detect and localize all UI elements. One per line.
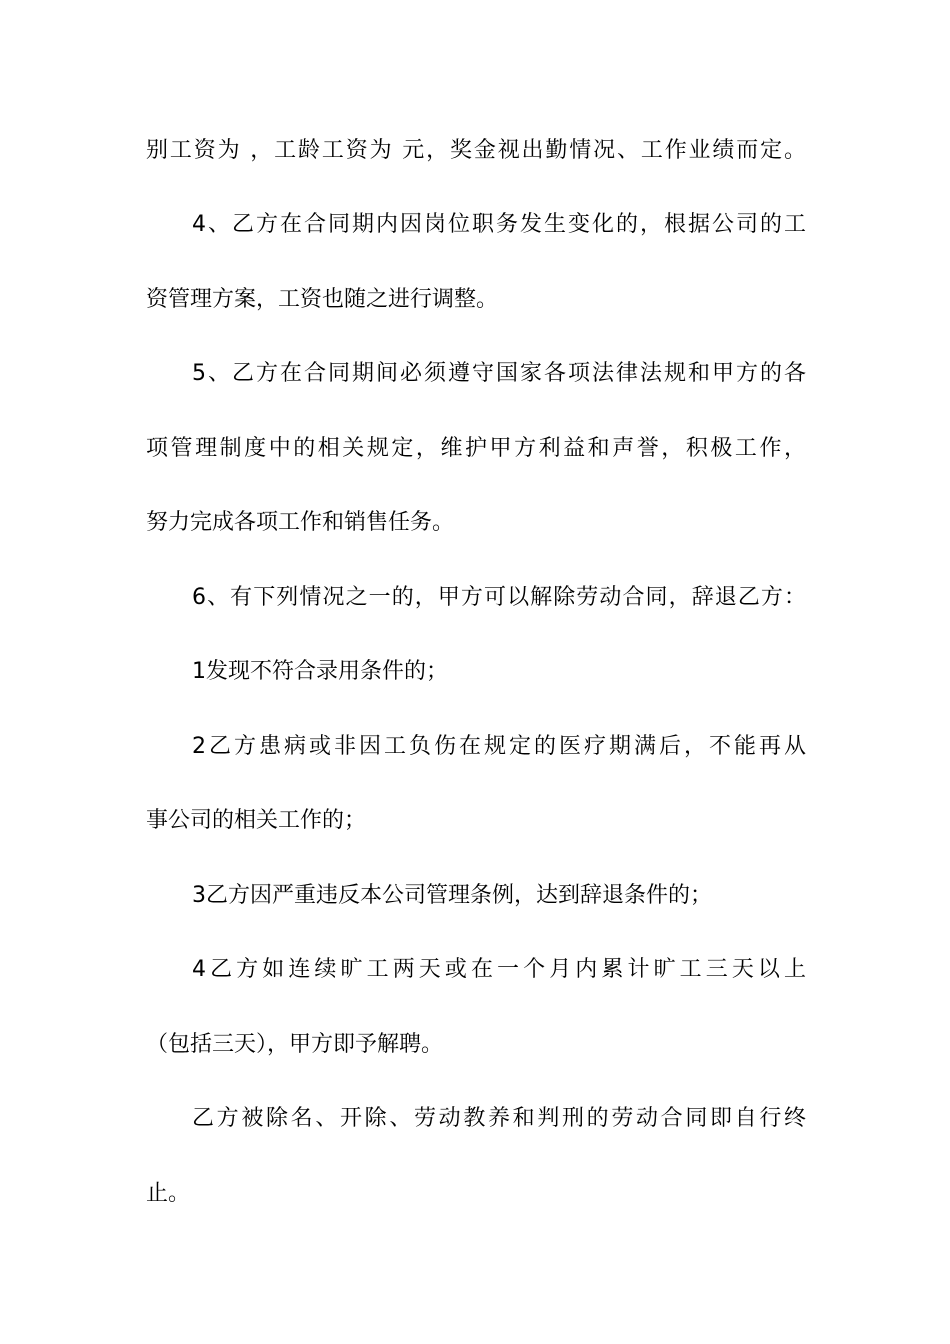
text-line-9: 2乙方患病或非因工负伤在规定的医疗期满后，不能再从 xyxy=(192,734,806,759)
text-line-1: 别工资为 ，工龄工资为 元，奖金视出勤情况、工作业绩而定。 xyxy=(146,138,806,163)
text-line-13: （包括三天），甲方即予解聘。 xyxy=(146,1032,444,1057)
text-line-11: 3乙方因严重违反本公司管理条例，达到辞退条件的； xyxy=(192,883,712,908)
text-line-14: 乙方被除名、开除、劳动教养和判刑的劳动合同即自行终 xyxy=(192,1106,806,1131)
text-line-6: 努力完成各项工作和销售任务。 xyxy=(146,510,455,535)
text-line-10: 事公司的相关工作的； xyxy=(146,808,367,833)
text-line-5: 项管理制度中的相关规定，维护甲方利益和声誉，积极工作， xyxy=(146,436,806,461)
text-line-8: 1发现不符合录用条件的； xyxy=(192,659,448,684)
text-line-2: 4、乙方在合同期内因岗位职务发生变化的，根据公司的工 xyxy=(192,212,806,237)
text-line-12: 4乙方如连续旷工两天或在一个月内累计旷工三天以上 xyxy=(192,957,806,982)
text-line-15: 止。 xyxy=(146,1181,191,1206)
text-line-3: 资管理方案，工资也随之进行调整。 xyxy=(146,287,499,312)
text-line-4: 5、乙方在合同期间必须遵守国家各项法律法规和甲方的各 xyxy=(192,361,806,386)
text-line-7: 6、有下列情况之一的，甲方可以解除劳动合同，辞退乙方： xyxy=(192,585,806,610)
